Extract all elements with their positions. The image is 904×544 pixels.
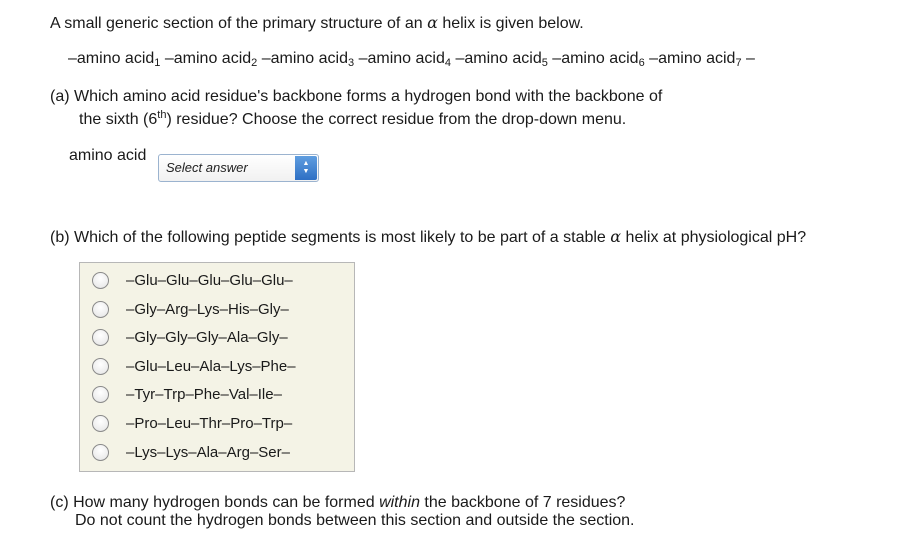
chain-residue xyxy=(658,50,742,67)
peptide-option-label: –Gly–Gly–Gly–Ala–Gly– xyxy=(126,329,288,347)
peptide-option[interactable] xyxy=(80,439,354,467)
peptide-option-label: –Glu–Leu–Ala–Lys–Phe– xyxy=(126,357,296,375)
chain-residue xyxy=(367,50,451,67)
chain-dash: – xyxy=(552,50,562,67)
intro-text-after: helix is given below. xyxy=(442,15,584,32)
question-c-emphasis: within xyxy=(379,494,420,511)
alpha-symbol: α xyxy=(610,227,622,246)
residue-name: amino acid xyxy=(464,50,542,67)
question-a-line2-after: ) residue? Choose the correct residue from the drop-down menu. xyxy=(166,111,627,128)
chain-dash: – xyxy=(358,50,368,67)
question-b-text-before: (b) Which of the following peptide segments is most likely to be part of a stable xyxy=(50,229,606,246)
radio-button[interactable] xyxy=(92,272,109,289)
residue-name: amino acid xyxy=(270,50,348,67)
peptide-option[interactable] xyxy=(80,324,354,352)
radio-button[interactable] xyxy=(92,444,109,461)
residue-index: 5 xyxy=(541,57,548,69)
chain-dash: – xyxy=(649,50,659,67)
radio-button[interactable] xyxy=(92,386,109,403)
question-c-line2: Do not count the hydrogen bonds between this section and outside the section. xyxy=(75,512,635,529)
residue-index: 6 xyxy=(638,57,645,69)
chain-residue xyxy=(77,50,161,67)
chain-residue xyxy=(464,50,548,67)
amino-acid-chain xyxy=(68,50,755,69)
peptide-option[interactable] xyxy=(80,381,354,409)
question-a-line1: (a) Which amino acid residue's backbone forms a hydrogen bond with the backbone of xyxy=(50,88,663,105)
peptide-option[interactable] xyxy=(80,267,354,295)
intro-text xyxy=(50,13,584,33)
residue-name: amino acid xyxy=(561,50,639,67)
question-c-line1-before: (c) How many hydrogen bonds can be formed xyxy=(50,494,375,511)
answer-label: amino acid xyxy=(69,147,147,164)
residue-name: amino acid xyxy=(76,50,155,67)
chain-residue xyxy=(174,50,258,67)
peptide-options-list xyxy=(79,262,355,472)
peptide-option[interactable] xyxy=(80,353,354,381)
ordinal-suffix: th xyxy=(157,109,167,121)
peptide-option-label: –Glu–Glu–Glu–Glu–Glu– xyxy=(126,272,293,289)
residue-name: amino acid xyxy=(173,50,252,67)
peptide-option[interactable] xyxy=(80,296,354,324)
residue-index: 2 xyxy=(251,57,258,69)
chain-dash: – xyxy=(164,50,174,67)
peptide-option-label: –Pro–Leu–Thr–Pro–Trp– xyxy=(126,415,293,432)
chain-dash: – xyxy=(746,50,755,67)
residue-index: 4 xyxy=(444,57,451,69)
chain-residue xyxy=(271,50,355,67)
residue-index: 1 xyxy=(154,57,161,69)
radio-button[interactable] xyxy=(92,329,109,346)
question-c-line1 xyxy=(50,494,625,512)
intro-text-before: A small generic section of the primary structure of an xyxy=(50,15,423,32)
radio-button[interactable] xyxy=(92,415,109,432)
select-value: Select answer xyxy=(166,160,248,175)
radio-button[interactable] xyxy=(92,358,109,375)
residue-index: 7 xyxy=(735,57,742,69)
alpha-symbol: α xyxy=(427,13,438,32)
peptide-option-label: –Tyr–Trp–Phe–Val–Ile– xyxy=(126,386,282,404)
up-down-arrows-icon: ▲ ▼ xyxy=(295,156,317,180)
question-b-text-after: helix at physiological pH? xyxy=(625,229,807,246)
peptide-option-label: –Lys–Lys–Ala–Arg–Ser– xyxy=(126,443,290,461)
chain-dash: – xyxy=(68,50,77,67)
residue-index: 3 xyxy=(348,57,355,69)
residue-select-dropdown[interactable] xyxy=(158,154,319,182)
question-b-text xyxy=(50,227,806,247)
residue-name: amino acid xyxy=(658,50,736,67)
peptide-option-label: –Gly–Arg–Lys–His–Gly– xyxy=(126,300,289,318)
radio-button[interactable] xyxy=(92,301,109,318)
question-a-line2 xyxy=(79,109,626,129)
chain-residue xyxy=(561,50,645,67)
question-a-line2-before: the sixth (6 xyxy=(79,111,158,128)
question-c-line1-after: the backbone of 7 residues? xyxy=(424,494,626,511)
chain-dash: – xyxy=(455,50,465,67)
peptide-option[interactable] xyxy=(80,410,354,438)
chain-dash: – xyxy=(261,50,271,67)
residue-name: amino acid xyxy=(367,50,445,67)
